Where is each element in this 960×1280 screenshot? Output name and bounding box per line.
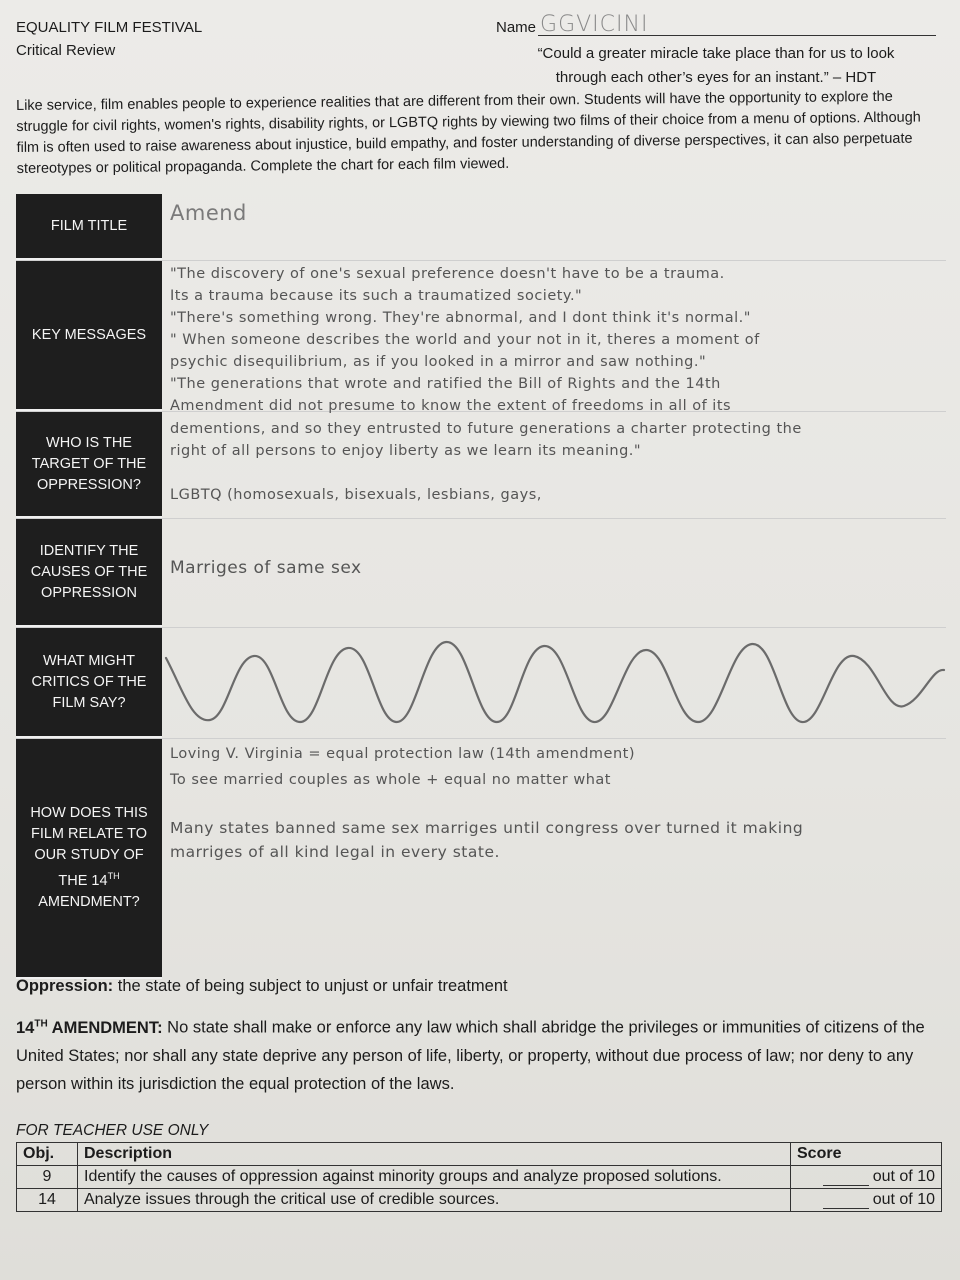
row-causes <box>16 519 946 628</box>
obj-number: 9 <box>17 1166 78 1189</box>
score-cell[interactable]: out of 10 <box>791 1189 942 1212</box>
obj-description: Analyze issues through the critical use of credible sources. <box>78 1189 791 1212</box>
review-chart <box>16 194 946 979</box>
score-table <box>16 1142 942 1212</box>
cell-key-messages[interactable] <box>162 261 946 414</box>
row-target <box>16 412 946 519</box>
score-cell[interactable]: out of 10 <box>791 1166 942 1189</box>
label-causes: IDENTIFY THE CAUSES OF THE OPPRESSION <box>16 519 162 627</box>
oppression-definition: Oppression: the state of being subject to unjust or unfair treatment <box>16 977 508 995</box>
cell-film-title[interactable] <box>162 194 946 260</box>
row-critics <box>16 628 946 739</box>
quote-line-1: “Could a greater miracle take place than for us to look <box>537 45 895 62</box>
label-relate-line: OUR STUDY OF <box>34 847 144 864</box>
row-film-title <box>16 194 946 261</box>
name-value: GGVICINI <box>540 12 649 37</box>
col-score: Score <box>791 1143 942 1166</box>
relate-line: To see married couples as whole + equal no matter what <box>170 772 611 788</box>
name-field[interactable] <box>538 12 936 37</box>
definitions <box>16 972 942 1098</box>
row-relate <box>16 739 946 979</box>
key-message-line: right of all persons to enjoy liberty as we learn its meaning." <box>170 443 642 459</box>
col-description: Description <box>78 1143 791 1166</box>
amendment-definition: 14TH AMENDMENT: No state shall make or enforce any law which shall abridge the privileges or immunities of citizens of the United States; nor shall any state deprive any person of life, liberty, or property, without due process of law; nor deny to any person within its jurisdiction the equal protection of the laws. <box>16 1018 925 1093</box>
label-relate-line: HOW DOES THIS <box>30 805 148 822</box>
cell-target[interactable] <box>162 412 946 518</box>
label-relate-line: FILM RELATE TO <box>30 826 148 843</box>
label-relate <box>16 739 162 979</box>
row-key-messages <box>16 261 946 412</box>
score-blank[interactable] <box>823 1194 869 1209</box>
label-film-title: FILM TITLE <box>16 194 162 260</box>
key-message-line: dementions, and so they entrusted to future generations a charter protecting the <box>170 421 802 437</box>
quote-line-2: through each other’s eyes for an instant.” – HDT <box>555 69 877 86</box>
header-left <box>16 16 202 62</box>
label-critics: WHAT MIGHT CRITICS OF THE FILM SAY? <box>16 628 162 738</box>
score-blank[interactable] <box>823 1171 869 1186</box>
label-key-messages: KEY MESSAGES <box>16 261 162 411</box>
table-row <box>17 1166 942 1189</box>
relate-line: marriges of all kind legal in every state. <box>170 843 500 861</box>
name-label: Name <box>496 19 537 36</box>
key-message-line: "The generations that wrote and ratified the Bill of Rights and the 14th <box>170 376 721 392</box>
col-obj: Obj. <box>17 1143 78 1166</box>
name-row <box>496 14 936 36</box>
cell-causes[interactable] <box>162 519 946 627</box>
teacher-section <box>16 1122 942 1212</box>
target-answer: LGBTQ (homosexuals, bisexuals, lesbians, gays, <box>170 487 542 503</box>
review-subtitle: Critical Review <box>16 42 116 59</box>
score-header-row <box>17 1143 942 1166</box>
cell-critics[interactable] <box>162 628 946 738</box>
cell-relate[interactable] <box>162 739 946 979</box>
key-message-line: Amendment did not presume to know the extent of freedoms in all of its <box>170 398 732 414</box>
label-target: WHO IS THE TARGET OF THE OPPRESSION? <box>16 412 162 518</box>
key-message-line: "There's something wrong. They're abnormal, and I dont think it's normal." <box>170 310 751 326</box>
label-relate-line: THE 14TH <box>58 871 120 889</box>
causes-answer: Marriges of same sex <box>170 558 362 578</box>
festival-title: EQUALITY FILM FESTIVAL <box>16 19 203 36</box>
intro-paragraph: Like service, film enables people to experience realities that are different from their own. Students will have the opportunity to explore the struggle for civil rights, women's rights, disability rights, or LGBTQ rights by viewing two films of their choice from a menu of options. Although film is often used to raise awareness about injustice, build empathy, and foster understanding of diverse perspectives, it can also perpetuate stereotypes or political propaganda. Complete the chart for each film viewed. <box>16 88 921 177</box>
obj-number: 14 <box>17 1189 78 1212</box>
quote <box>496 42 936 90</box>
film-title-answer: Amend <box>170 201 247 225</box>
header-right <box>496 14 936 90</box>
label-relate-line: AMENDMENT? <box>38 893 140 910</box>
teacher-caption: FOR TEACHER USE ONLY <box>16 1122 209 1139</box>
relate-line: Loving V. Virginia = equal protection law (14th amendment) <box>170 746 636 762</box>
obj-description: Identify the causes of oppression against minority groups and analyze proposed solutions. <box>78 1166 791 1189</box>
key-message-line: "The discovery of one's sexual preference doesn't have to be a trauma. <box>170 266 725 282</box>
key-message-line: " When someone describes the world and your not in it, theres a moment of <box>170 332 760 348</box>
wavy-scribble <box>162 628 946 738</box>
relate-line: Many states banned same sex marriges until congress over turned it making <box>170 819 804 837</box>
key-message-line: Its a trauma because its such a traumatized society." <box>170 288 583 304</box>
key-message-line: psychic disequilibrium, as if you looked in a mirror and saw nothing." <box>170 354 707 370</box>
table-row <box>17 1189 942 1212</box>
